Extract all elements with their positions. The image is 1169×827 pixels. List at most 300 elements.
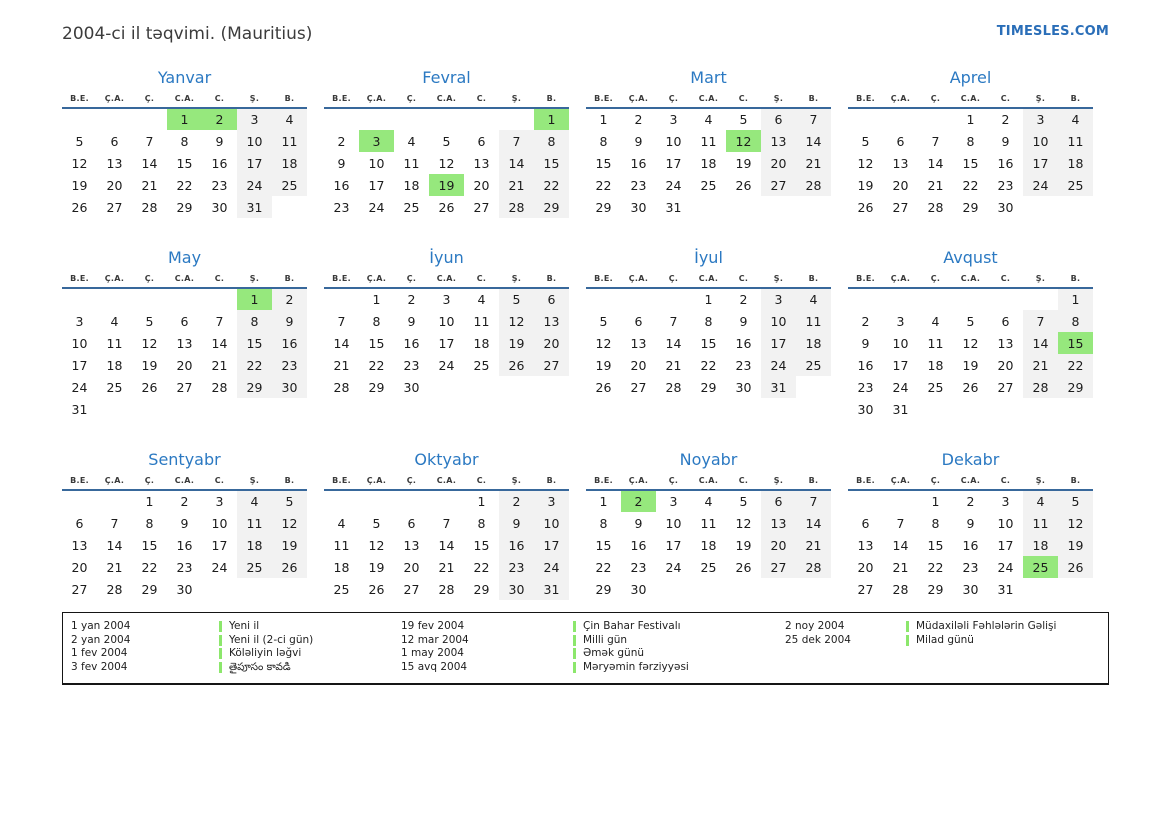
day-cell: 16 (735, 335, 752, 351)
day-cell: 9 (634, 515, 643, 531)
day-cell: 13 (403, 537, 420, 553)
empty-cell (359, 108, 394, 130)
empty-cell (324, 490, 359, 512)
empty-cell (848, 490, 883, 512)
weekday-header: Ç. (132, 274, 167, 288)
day-cell: 21 (438, 559, 455, 575)
day-cell: 22 (595, 559, 612, 575)
day-cell: 21 (665, 357, 682, 373)
day-cell: 18 (700, 155, 717, 171)
empty-cell (726, 196, 761, 218)
day-cell: 16 (997, 155, 1014, 171)
day-cell: 14 (141, 155, 158, 171)
day-cell: 18 (403, 177, 420, 193)
day-cell: 28 (333, 379, 350, 395)
month-table (586, 476, 831, 600)
month-title: May (167, 248, 202, 267)
day-cell: 11 (1058, 130, 1093, 152)
empty-cell (167, 288, 202, 310)
holiday-marker-icon (573, 635, 576, 646)
empty-cell (918, 288, 953, 310)
month-title: Dekabr (941, 450, 1000, 469)
day-cell: 1 (599, 112, 608, 127)
day-cell: 7 (110, 515, 119, 531)
day-cell: 14 (438, 537, 455, 553)
day-cell: 29 (927, 581, 944, 597)
weekday-header: Ş. (761, 476, 796, 490)
day-cell: 10 (211, 515, 228, 531)
day-cell: 2 (739, 292, 748, 307)
day-cell: 9 (407, 313, 416, 329)
empty-cell (656, 578, 691, 600)
weekday-header: C.A. (691, 274, 726, 288)
day-cell: 16 (272, 332, 307, 354)
day-cell: 4 (237, 490, 272, 512)
site-link[interactable]: TIMESLES.COM (996, 24, 1109, 39)
day-cell: 12 (595, 335, 612, 351)
weekday-header: Ç.A. (97, 94, 132, 108)
day-cell: 15 (368, 335, 385, 351)
day-cell: 3 (669, 112, 678, 127)
weekday-header: C.A. (167, 274, 202, 288)
day-cell: 22 (141, 559, 158, 575)
day-cell: 19 (735, 537, 752, 553)
day-cell: 26 (71, 199, 88, 215)
day-cell: 31 (534, 578, 569, 600)
day-cell: 15 (534, 152, 569, 174)
empty-cell (237, 398, 272, 420)
weekday-header: Ş. (1023, 94, 1058, 108)
day-cell: 29 (237, 376, 272, 398)
legend-label (906, 634, 1056, 648)
month-10 (324, 450, 569, 600)
legend-date: 19 fev 2004 (401, 620, 465, 632)
weekday-header: B.E. (324, 274, 359, 288)
day-cell: 3 (896, 313, 905, 329)
day-cell: 31 (892, 401, 909, 417)
legend-label-text: తైపూసం కావడి (229, 660, 291, 673)
legend-date: 2 yan 2004 (71, 633, 131, 646)
day-cell: 8 (931, 515, 940, 531)
empty-cell (97, 108, 132, 130)
weekday-header: C. (202, 94, 237, 108)
day-cell: 19 (272, 534, 307, 556)
weekday-header: Ş. (1023, 274, 1058, 288)
weekday-header: C. (988, 274, 1023, 288)
day-cell: 28 (665, 379, 682, 395)
month-9 (62, 450, 307, 600)
day-cell: 8 (966, 133, 975, 149)
day-cell: 26 (499, 354, 534, 376)
month-title: Oktyabr (414, 450, 479, 469)
day-cell: 25 (106, 379, 123, 395)
day-cell: 11 (272, 130, 307, 152)
day-cell: 16 (403, 335, 420, 351)
day-cell: 30 (962, 581, 979, 597)
weekday-header: B. (796, 476, 831, 490)
weekday-header: C.A. (429, 476, 464, 490)
day-cell: 31 (665, 199, 682, 215)
day-cell: 8 (180, 133, 189, 149)
day-cell: 20 (761, 152, 796, 174)
month-title: Sentyabr (148, 450, 221, 469)
day-cell: 10 (368, 155, 385, 171)
empty-cell (1023, 196, 1058, 218)
weekday-header: Ç. (918, 274, 953, 288)
day-cell: 18 (333, 559, 350, 575)
holiday-marker-icon (219, 635, 222, 646)
day-cell: 29 (473, 581, 490, 597)
day-cell: 27 (106, 199, 123, 215)
legend-group-2 (401, 620, 785, 674)
day-cell: 28 (106, 581, 123, 597)
day-cell: 1 (931, 494, 940, 509)
day-cell: 21 (211, 357, 228, 373)
day-cell: 23 (403, 357, 420, 373)
day-cell: 12 (726, 130, 761, 152)
day-cell: 24 (211, 559, 228, 575)
month-3 (586, 68, 831, 218)
page-title: 2004-ci il təqvimi. (Mauritius) (62, 24, 313, 44)
day-cell: 19 (141, 357, 158, 373)
weekday-header: Ç. (394, 274, 429, 288)
day-cell: 18 (927, 357, 944, 373)
day-cell: 10 (237, 130, 272, 152)
holiday-marker-icon (906, 621, 909, 632)
empty-cell (761, 578, 796, 600)
day-cell: 25 (272, 174, 307, 196)
day-cell: 31 (71, 401, 88, 417)
empty-cell (586, 288, 621, 310)
weekday-header: Ç.A. (883, 274, 918, 288)
day-cell: 2 (202, 108, 237, 130)
day-cell: 19 (429, 174, 464, 196)
day-cell: 31 (237, 196, 272, 218)
day-cell: 1 (167, 108, 202, 130)
empty-cell (953, 398, 988, 420)
month-title: Yanvar (157, 68, 212, 87)
legend-label-text: Əmək günü (583, 647, 645, 659)
weekday-header: B. (1058, 274, 1093, 288)
day-cell: 25 (333, 581, 350, 597)
day-cell: 16 (857, 357, 874, 373)
month-title: Aprel (949, 68, 992, 87)
day-cell: 6 (896, 133, 905, 149)
day-cell: 27 (997, 379, 1014, 395)
day-cell: 5 (75, 133, 84, 149)
legend-date: 1 yan 2004 (71, 620, 131, 632)
empty-cell (691, 578, 726, 600)
legend-label (219, 620, 401, 634)
day-cell: 3 (215, 494, 224, 509)
day-cell: 24 (534, 556, 569, 578)
day-cell: 30 (630, 199, 647, 215)
day-cell: 10 (997, 515, 1014, 531)
day-cell: 23 (997, 177, 1014, 193)
day-cell: 24 (892, 379, 909, 395)
weekday-header: C.A. (167, 476, 202, 490)
day-cell: 23 (962, 559, 979, 575)
day-cell: 4 (796, 288, 831, 310)
weekday-header: Ş. (1023, 476, 1058, 490)
day-cell: 11 (700, 515, 717, 531)
day-cell: 12 (735, 515, 752, 531)
day-cell: 12 (71, 155, 88, 171)
empty-cell (1058, 398, 1093, 420)
day-cell: 27 (473, 199, 490, 215)
day-cell: 8 (534, 130, 569, 152)
weekday-header: Ç.A. (883, 476, 918, 490)
weekday-header: Ç. (656, 274, 691, 288)
holiday-legend (62, 612, 1109, 685)
day-cell: 29 (368, 379, 385, 395)
day-cell: 8 (1058, 310, 1093, 332)
day-cell: 9 (1001, 133, 1010, 149)
legend-group-1 (71, 620, 401, 674)
day-cell: 9 (215, 133, 224, 149)
day-cell: 17 (237, 152, 272, 174)
weekday-header: Ş. (237, 94, 272, 108)
day-cell: 5 (861, 133, 870, 149)
legend-label (573, 661, 785, 675)
day-cell: 18 (700, 537, 717, 553)
day-cell: 17 (761, 332, 796, 354)
day-cell: 8 (599, 515, 608, 531)
day-cell: 21 (1023, 354, 1058, 376)
day-cell: 4 (931, 313, 940, 329)
day-cell: 13 (106, 155, 123, 171)
weekday-header: B. (1058, 94, 1093, 108)
day-cell: 29 (141, 581, 158, 597)
day-cell: 7 (145, 133, 154, 149)
weekday-header: C. (988, 94, 1023, 108)
day-cell: 17 (534, 534, 569, 556)
month-11 (586, 450, 831, 600)
day-cell: 25 (700, 177, 717, 193)
day-cell: 24 (438, 357, 455, 373)
day-cell: 24 (665, 177, 682, 193)
month-title: Mart (690, 68, 727, 87)
day-cell: 10 (892, 335, 909, 351)
day-cell: 29 (176, 199, 193, 215)
day-cell: 6 (477, 133, 486, 149)
weekday-header: C. (726, 274, 761, 288)
day-cell: 3 (359, 130, 394, 152)
day-cell: 20 (176, 357, 193, 373)
day-cell: 14 (665, 335, 682, 351)
month-table (324, 94, 569, 218)
day-cell: 28 (499, 196, 534, 218)
empty-cell (918, 398, 953, 420)
day-cell: 11 (700, 133, 717, 149)
day-cell: 6 (180, 313, 189, 329)
day-cell: 8 (372, 313, 381, 329)
day-cell: 13 (630, 335, 647, 351)
legend-label-text: Yeni il (2-ci gün) (229, 633, 314, 646)
empty-cell (848, 108, 883, 130)
day-cell: 30 (272, 376, 307, 398)
day-cell: 2 (966, 494, 975, 509)
day-cell: 7 (499, 130, 534, 152)
day-cell: 10 (534, 512, 569, 534)
day-cell: 25 (1058, 174, 1093, 196)
day-cell: 11 (106, 335, 123, 351)
day-cell: 27 (892, 199, 909, 215)
month-title: Avqust (943, 248, 998, 267)
day-cell: 21 (796, 534, 831, 556)
day-cell: 18 (796, 332, 831, 354)
legend-label-text: Milli gün (583, 633, 628, 646)
day-cell: 18 (473, 335, 490, 351)
weekday-header: C. (726, 94, 761, 108)
day-cell: 21 (106, 559, 123, 575)
empty-cell (202, 578, 237, 600)
day-cell: 22 (700, 357, 717, 373)
day-cell: 7 (442, 515, 451, 531)
empty-cell (394, 108, 429, 130)
day-cell: 5 (272, 490, 307, 512)
day-cell: 9 (180, 515, 189, 531)
day-cell: 11 (927, 335, 944, 351)
day-cell: 6 (110, 133, 119, 149)
day-cell: 8 (704, 313, 713, 329)
day-cell: 31 (761, 376, 796, 398)
empty-cell (656, 288, 691, 310)
day-cell: 27 (761, 174, 796, 196)
day-cell: 29 (1058, 376, 1093, 398)
day-cell: 21 (892, 559, 909, 575)
day-cell: 5 (739, 112, 748, 127)
day-cell: 15 (1058, 332, 1093, 354)
day-cell: 13 (473, 155, 490, 171)
empty-cell (324, 288, 359, 310)
day-cell: 1 (145, 494, 154, 509)
legend-date: 25 dek 2004 (785, 633, 851, 646)
day-cell: 25 (237, 556, 272, 578)
day-cell: 28 (796, 556, 831, 578)
day-cell: 20 (857, 559, 874, 575)
day-cell: 6 (75, 515, 84, 531)
day-cell: 14 (796, 512, 831, 534)
empty-cell (132, 108, 167, 130)
legend-label (573, 647, 785, 661)
weekday-header: B. (534, 274, 569, 288)
day-cell: 15 (141, 537, 158, 553)
day-cell: 27 (857, 581, 874, 597)
day-cell: 17 (665, 537, 682, 553)
weekday-header: Ş. (761, 274, 796, 288)
day-cell: 6 (761, 108, 796, 130)
weekday-header: B. (272, 274, 307, 288)
empty-cell (324, 108, 359, 130)
day-cell: 7 (1023, 310, 1058, 332)
weekday-header: B.E. (324, 476, 359, 490)
day-cell: 23 (176, 559, 193, 575)
day-cell: 23 (630, 559, 647, 575)
day-cell: 17 (892, 357, 909, 373)
month-table (586, 274, 831, 398)
weekday-header: Ç. (918, 94, 953, 108)
weekday-header: Ç. (394, 94, 429, 108)
day-cell: 2 (407, 292, 416, 307)
empty-cell (237, 578, 272, 600)
day-cell: 4 (1058, 108, 1093, 130)
day-cell: 3 (1001, 494, 1010, 509)
empty-cell (167, 398, 202, 420)
weekday-header: Ş. (499, 94, 534, 108)
day-cell: 28 (1023, 376, 1058, 398)
day-cell: 13 (997, 335, 1014, 351)
day-cell: 30 (499, 578, 534, 600)
weekday-header: B.E. (62, 274, 97, 288)
day-cell: 22 (927, 559, 944, 575)
day-cell: 17 (665, 155, 682, 171)
weekday-header: B. (796, 94, 831, 108)
day-cell: 23 (735, 357, 752, 373)
legend-label-text: Köləliyin ləğvi (229, 647, 302, 659)
day-cell: 29 (534, 196, 569, 218)
weekday-header: B.E. (848, 274, 883, 288)
day-cell: 30 (630, 581, 647, 597)
day-cell: 26 (962, 379, 979, 395)
weekday-header: B.E. (62, 476, 97, 490)
empty-cell (848, 288, 883, 310)
empty-cell (883, 288, 918, 310)
day-cell: 14 (1023, 332, 1058, 354)
day-cell: 3 (75, 313, 84, 329)
day-cell: 24 (1023, 174, 1058, 196)
month-table (324, 274, 569, 398)
day-cell: 28 (438, 581, 455, 597)
weekday-header: B. (534, 94, 569, 108)
month-title: İyul (694, 248, 723, 267)
day-cell: 24 (761, 354, 796, 376)
legend-date: 2 noy 2004 (785, 620, 845, 632)
day-cell: 10 (438, 313, 455, 329)
empty-cell (62, 490, 97, 512)
day-cell: 22 (176, 177, 193, 193)
day-cell: 2 (272, 288, 307, 310)
empty-cell (97, 288, 132, 310)
day-cell: 8 (145, 515, 154, 531)
day-cell: 5 (739, 494, 748, 509)
day-cell: 4 (110, 313, 119, 329)
day-cell: 16 (333, 177, 350, 193)
day-cell: 30 (211, 199, 228, 215)
weekday-header: Ş. (237, 274, 272, 288)
weekday-header: C. (464, 274, 499, 288)
day-cell: 10 (665, 133, 682, 149)
day-cell: 12 (368, 537, 385, 553)
empty-cell (202, 398, 237, 420)
day-cell: 10 (71, 335, 88, 351)
empty-cell (499, 108, 534, 130)
day-cell: 25 (403, 199, 420, 215)
day-cell: 28 (927, 199, 944, 215)
day-cell: 8 (599, 133, 608, 149)
day-cell: 22 (534, 174, 569, 196)
day-cell: 18 (1023, 534, 1058, 556)
empty-cell (883, 490, 918, 512)
day-cell: 22 (1058, 354, 1093, 376)
month-2 (324, 68, 569, 218)
day-cell: 5 (1058, 490, 1093, 512)
page-header (62, 24, 1109, 44)
empty-cell (1023, 398, 1058, 420)
day-cell: 1 (477, 494, 486, 509)
legend-label (219, 661, 401, 675)
day-cell: 1 (599, 494, 608, 509)
